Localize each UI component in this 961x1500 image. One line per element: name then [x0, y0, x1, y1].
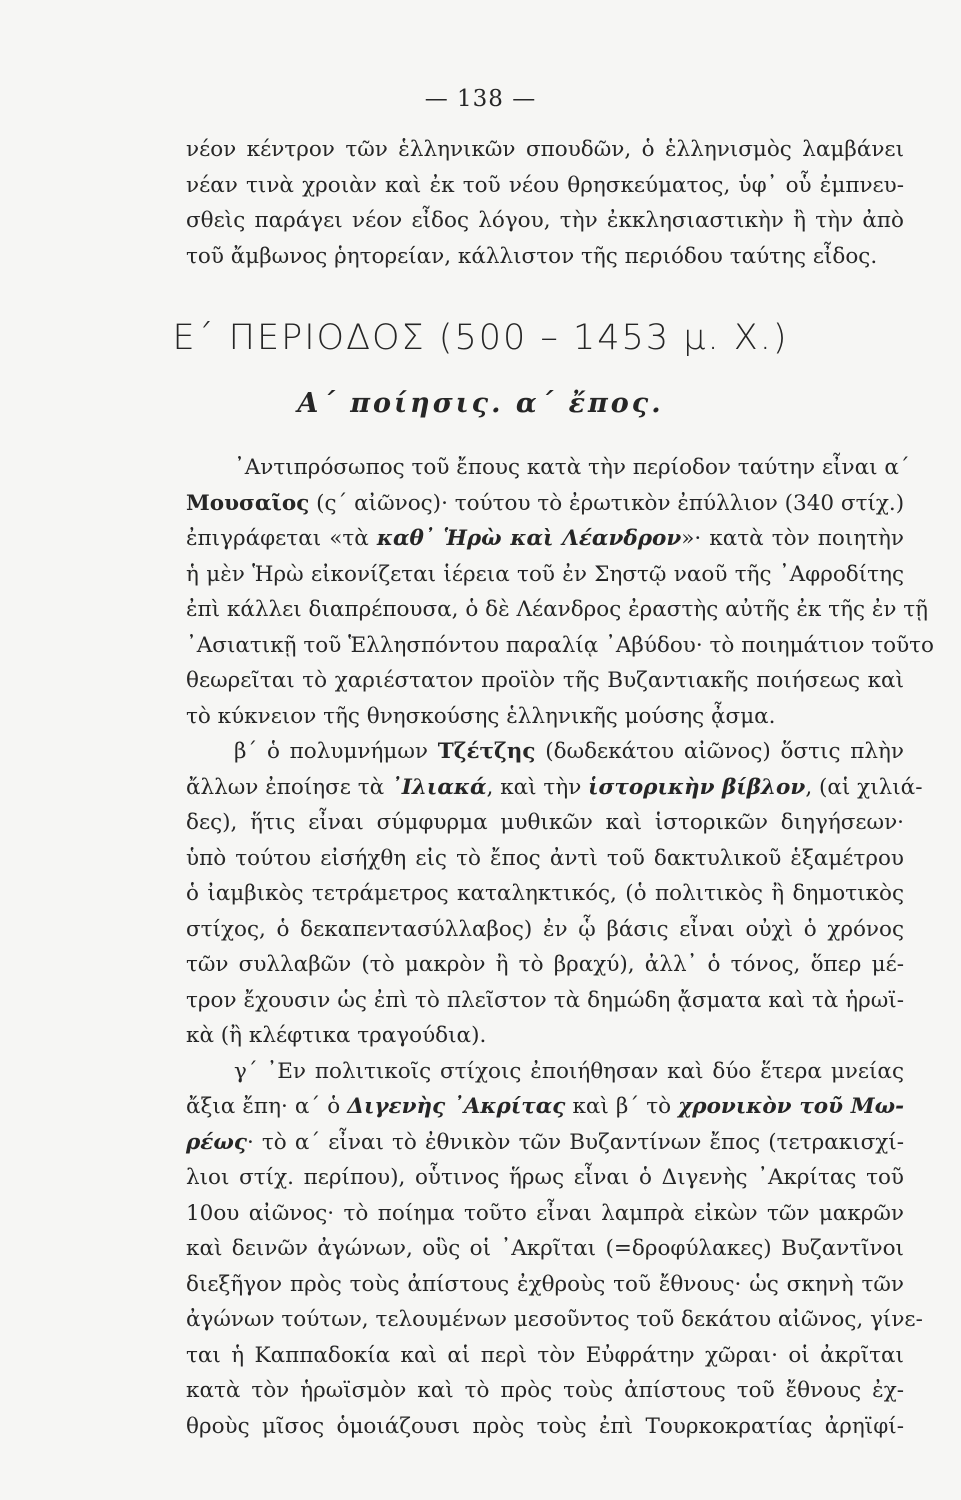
text-line: τοῦ ἄμβωνος ῥητορείαν, κάλλιστον τῆς περιόδου ταύτης εἶδος. [186, 243, 878, 269]
text-line: στίχος, ὁ δεκαπεντασύλλαβος) ἐν ᾧ βάσις εἶναι οὐχὶ ὁ χρόνος [186, 916, 904, 942]
intro-paragraph [186, 132, 904, 274]
text-line: θροὺς μῖσος ὁμοιάζουσι πρὸς τοὺς ἐπὶ Τουρκοκρατίας ἀρηϊφί- [186, 1413, 904, 1439]
text-line: κατὰ τὸν ἡρωϊσμὸν καὶ τὸ πρὸς τοὺς ἀπίστους τοῦ ἔθνους ἐχ- [186, 1378, 904, 1403]
text-line: ται ἡ Καππαδοκία καὶ αἱ περὶ τὸν Εὐφράτην χῶραι· οἱ ἀκρῖται [186, 1342, 904, 1368]
text-line: διεξῆγον πρὸς τοὺς ἀπίστους ἐχθροὺς τοῦ ἔθνους· ὡς σκηνὴ τῶν [186, 1271, 904, 1297]
text-line: τρον ἔχουσιν ὡς ἐπὶ τὸ πλεῖστον τὰ δημώδη ᾄσματα καὶ τὰ ἡρωϊ- [186, 987, 904, 1013]
text-line: νέαν τινὰ χροιὰν καὶ ἐκ τοῦ νέου θρησκεύματος, ὑφ᾽ οὗ ἐμπνευ- [186, 172, 904, 198]
text-line: τῶν συλλαβῶν (τὸ μακρὸν ἢ τὸ βραχύ), ἀλλ᾽ ὁ τόνος, ὅπερ μέ- [186, 952, 904, 977]
section-subheading: Α΄ ποίησις. α΄ ἔπος. [297, 388, 664, 419]
work-title: ἱστορικὴν βίβλον [588, 774, 806, 800]
text-line: δες), ἥτις εἶναι σύμφυρμα μυθικῶν καὶ ἱστορικῶν διηγήσεων· [186, 810, 904, 835]
text-line: θεωρεῖται τὸ χαριέστατον προϊὸν τῆς Βυζαντιακῆς ποιήσεως καὶ [186, 668, 904, 693]
text-line: νέον κέντρον τῶν ἑλληνικῶν σπουδῶν, ὁ ἑλληνισμὸς λαμβάνει [186, 137, 904, 162]
text-line: κὰ (ἢ κλέφτικα τραγούδια). [186, 1023, 487, 1048]
author-name: Τζέτζης [437, 739, 536, 764]
section-heading: Ε΄ ΠΕΡΙΟΔΟΣ (500 – 1453 μ. Χ.) [172, 318, 789, 358]
text-line: ἡ μὲν Ἡρὼ εἰκονίζεται ἱέρεια τοῦ ἐν Σηστῷ ναοῦ τῆς ᾽Αφροδίτης [186, 561, 904, 587]
work-title: Διγενὴς ᾽Ακρίτας [347, 1094, 566, 1119]
text-line: σθεὶς παράγει νέον εἶδος λόγου, τὴν ἐκκλησιαστικὴν ἢ τὴν ἀπὸ [186, 208, 904, 233]
text-line: ἄλλων ἐποίησε τὰ ᾽Ιλιακά, καὶ τὴν ἱστορικὴν βίβλον, (αἱ χιλιά- [186, 774, 923, 800]
work-title: χρονικὸν τοῦ Μω- [678, 1094, 904, 1119]
text-line: λιοι στίχ. περίπου), οὗτινος ἥρως εἶναι ὁ Διγενὴς ᾽Ακρίτας τοῦ [186, 1165, 904, 1190]
text-line: ὁ ἰαμβικὸς τετράμετρος καταληκτικός, (ὁ πολιτικὸς ἢ δημοτικὸς [186, 881, 904, 906]
work-title: ᾽Ιλιακά [391, 774, 487, 800]
text-line: ᾽Ασιατικῇ τοῦ Ἑλλησπόντου παραλίᾳ ᾽Αβύδου· τὸ ποιημάτιον τοῦτο [186, 632, 934, 658]
text-line: ρέως· τὸ α΄ εἶναι τὸ ἐθνικὸν τῶν Βυζαντίνων ἔπος (τετρακισχί- [186, 1129, 904, 1155]
text-line: ὑπὸ τούτου εἰσήχθη εἰς τὸ ἔπος ἀντὶ τοῦ δακτυλικοῦ ἑξαμέτρου [186, 845, 904, 871]
text-line: ἀγώνων τούτων, τελουμένων μεσοῦντος τοῦ δεκάτου αἰῶνος, γίνε- [186, 1307, 923, 1332]
text-line: ἐπιγράφεται «τὰ καθ᾽ Ἡρὼ καὶ Λέανδρον»· κατὰ τὸν ποιητὴν [186, 526, 904, 551]
text-line: ᾽Αντιπρόσωπος τοῦ ἔπους κατὰ τὴν περίοδον ταύτην εἶναι α΄ [234, 455, 910, 480]
work-title: καθ᾽ Ἡρὼ καὶ Λέανδρον [376, 526, 682, 551]
text-line: καὶ δεινῶν ἀγώνων, οὓς οἱ ᾽Ακρῖται (=δροφύλακες) Βυζαντῖνοι [186, 1236, 904, 1261]
text-line: τὸ κύκνειον τῆς θνησκούσης ἑλληνικῆς μούσης ᾆσμα. [186, 703, 776, 729]
page-number: — 138 — [424, 86, 537, 112]
work-title: ρέως [186, 1129, 247, 1155]
author-name: Μουσαῖος [186, 490, 310, 516]
text-line: Μουσαῖος (ς΄ αἰῶνος)· τούτου τὸ ἐρωτικὸν ἐπύλλιον (340 στίχ.) [186, 490, 905, 516]
text-line: ἐπὶ κάλλει διαπρέπουσα, ὁ δὲ Λέανδρος ἐραστὴς αὐτῆς ἐκ τῆς ἐν τῇ [186, 597, 929, 622]
text-line: γ΄ ᾽Εν πολιτικοῖς στίχοις ἐποιήθησαν καὶ δύο ἕτερα μνείας [234, 1058, 904, 1084]
body-text [186, 450, 934, 1444]
text-line: β΄ ὁ πολυμνήμων Τζέτζης (δωδεκάτου αἰῶνος) ὅστις πλὴν [234, 739, 905, 764]
text-line: ἄξια ἔπη· α΄ ὁ Διγενὴς ᾽Ακρίτας καὶ β΄ τὸ χρονικὸν τοῦ Μω- [186, 1094, 904, 1119]
text-line: 10ου αἰῶνος· τὸ ποίημα τοῦτο εἶναι λαμπρὰ εἰκὼν τῶν μακρῶν [186, 1200, 904, 1226]
